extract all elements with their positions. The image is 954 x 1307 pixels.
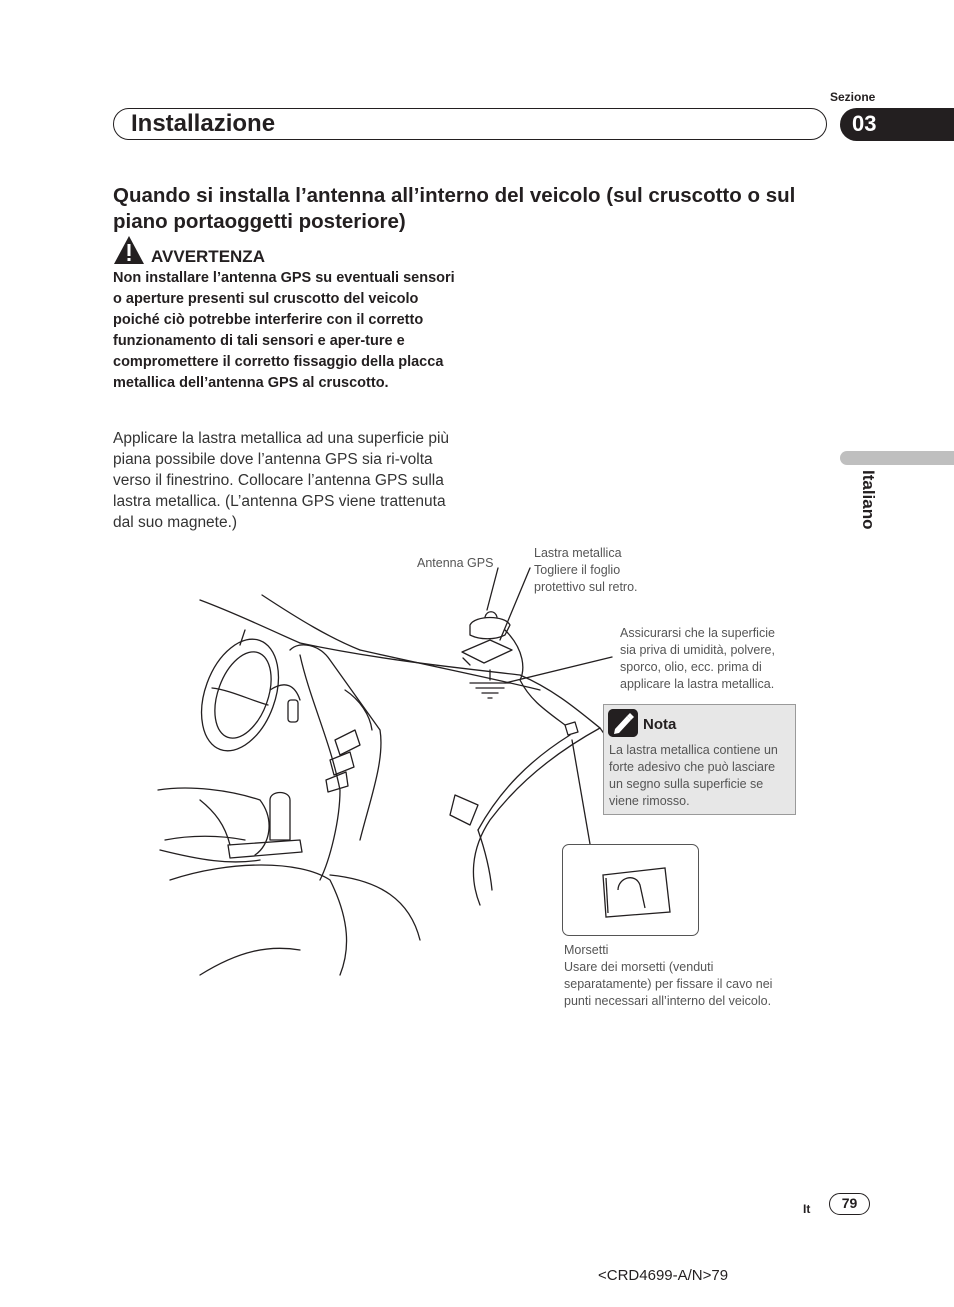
warning-text: Non installare l’antenna GPS su eventuali sensori o aperture presenti sul cruscotto del veicolo poiché ciò potrebbe interferire con il corretto funzionamento di tali sensori e aper-ture e compromettere il corretto fissaggio della placca metallica dell’antenna GPS al cruscotto.: [113, 270, 455, 391]
document-code: <CRD4699-A/N>79: [598, 1267, 729, 1284]
section-heading: Quando si installa l’antenna all’interno del veicolo (sul cruscotto o sul piano portaoggetti posteriore): [113, 184, 796, 233]
note-text: La lastra metallica contiene un forte adesivo che può lasciare un segno sulla superficie se viene rimosso.: [609, 743, 778, 808]
surface-label: Assicurarsi che la superficie sia priva di umidità, polvere, sporco, olio, ecc. prima di applicare la lastra metallica.: [620, 626, 775, 691]
body-paragraph: Applicare la lastra metallica ad una superficie più piana possibile dove l’antenna GPS sia ri-volta verso il finestrino. Collocare l’antenna GPS sulla lastra metallica. (L’antenna GPS viene trattenuta dal suo magnete.): [113, 430, 450, 531]
metal-plate-label: Lastra metallica Togliere il foglio protettivo sul retro.: [534, 546, 638, 594]
language-code: It: [803, 1202, 811, 1216]
section-number-badge: 03: [840, 108, 954, 141]
page-number: 79: [829, 1193, 870, 1215]
page-title: Installazione: [131, 110, 276, 137]
warning-title: AVVERTENZA: [151, 247, 265, 266]
note-title: Nota: [643, 716, 677, 733]
section-label: Sezione: [830, 90, 876, 104]
clamps-label: Morsetti Usare dei morsetti (venduti separatamente) per fissare il cavo nei punti necessari all’interno del veicolo.: [564, 943, 773, 1008]
antenna-gps-label: Antenna GPS: [417, 556, 494, 570]
language-label: Italiano: [859, 470, 878, 530]
